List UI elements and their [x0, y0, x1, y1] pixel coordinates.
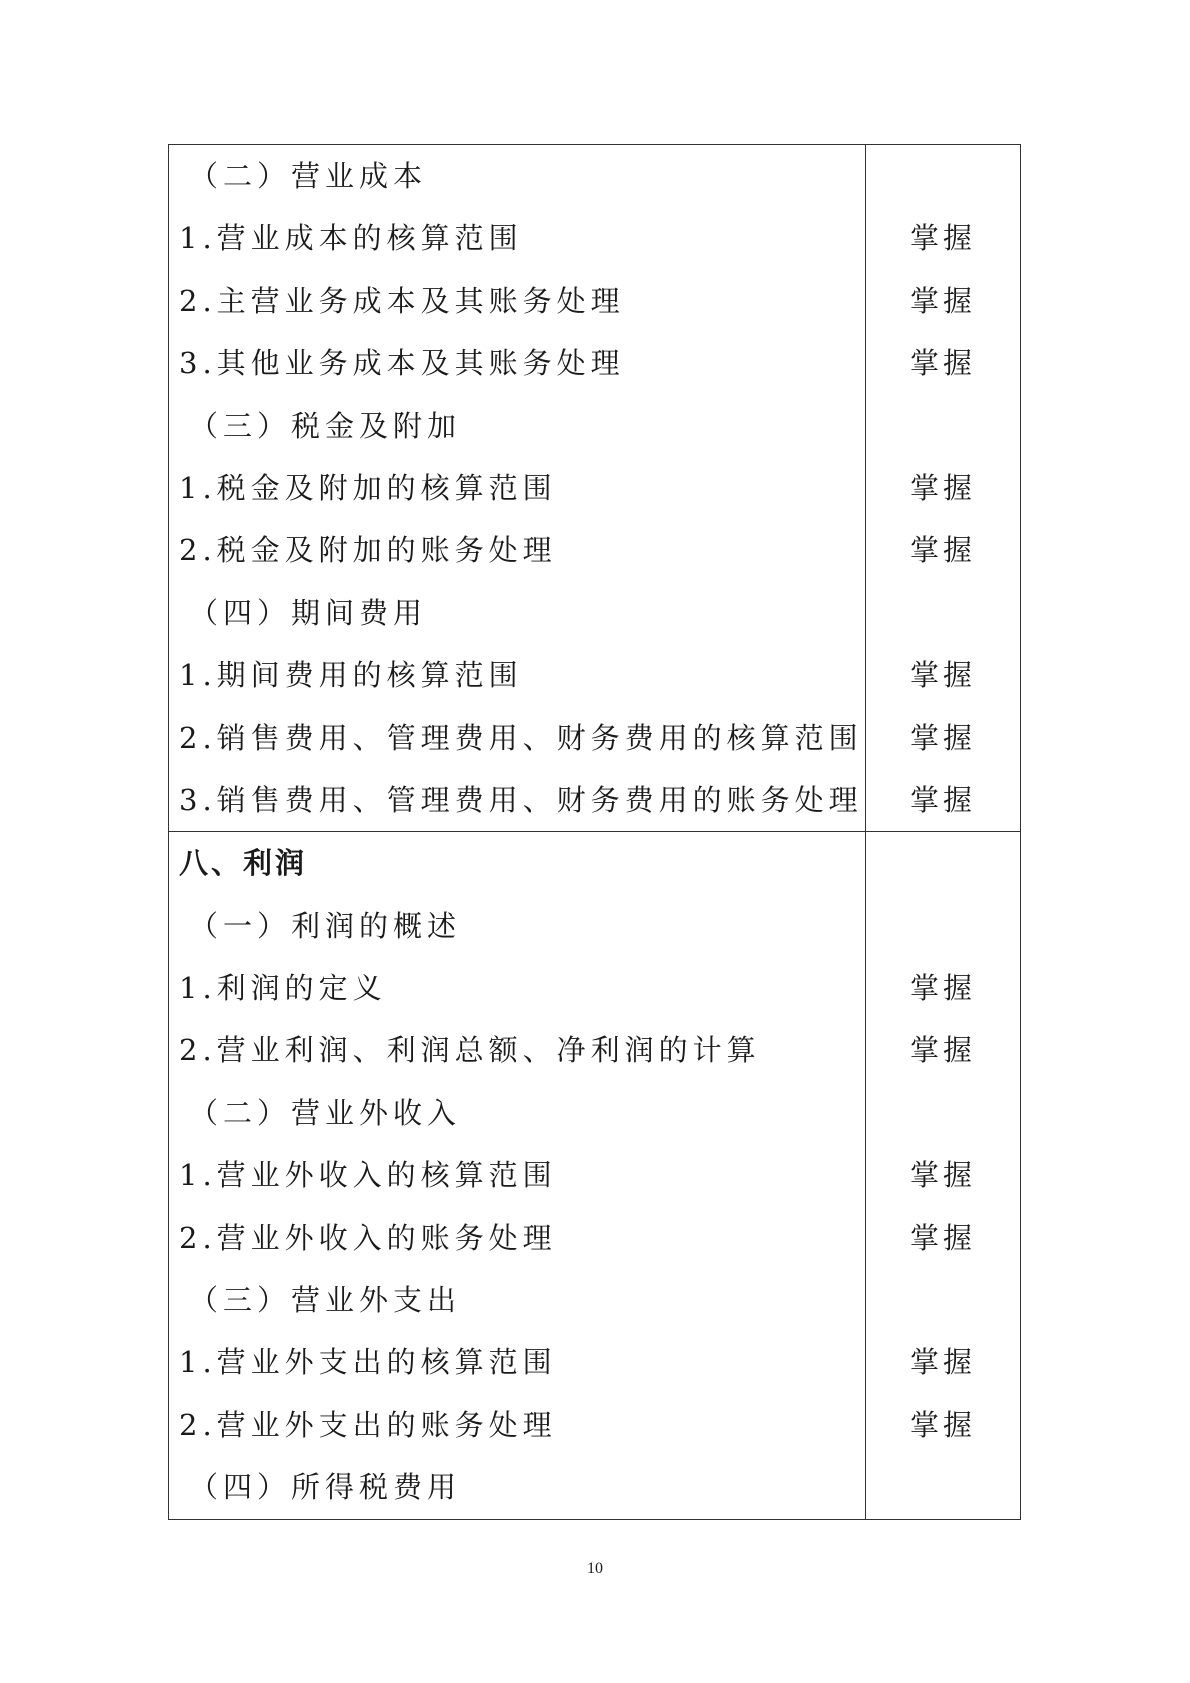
- requirement-level: [866, 1269, 1020, 1331]
- requirement-level: 掌握: [909, 1033, 976, 1068]
- requirement-level: 掌握: [909, 533, 976, 568]
- requirement-level: 掌握: [909, 1158, 976, 1193]
- topic-item: 2.税金及附加的账务处理: [179, 533, 557, 568]
- requirement-level: [866, 395, 1020, 457]
- topic-item: 2.营业外支出的账务处理: [179, 1407, 557, 1442]
- requirement-level: 掌握: [909, 782, 976, 817]
- topic-item: 1.利润的定义: [179, 971, 387, 1006]
- section-row: [169, 832, 1021, 1519]
- topic-item: 1.期间费用的核算范围: [179, 658, 523, 693]
- requirement-level: 掌握: [909, 1345, 976, 1380]
- syllabus-table: [168, 144, 1021, 1520]
- topic-item: 2.主营业务成本及其账务处理: [179, 283, 625, 318]
- content-cell: [169, 145, 866, 832]
- subsection-title: （二）营业成本: [189, 159, 428, 193]
- topic-item: 2.营业利润、利润总额、净利润的计算: [179, 1033, 761, 1068]
- requirement-level: 掌握: [909, 283, 976, 318]
- topic-item: 1.营业外支出的核算范围: [179, 1345, 557, 1380]
- section-row: [169, 145, 1021, 832]
- requirement-cell: [865, 832, 1020, 1519]
- requirement-cell: [865, 145, 1020, 832]
- requirement-level: 掌握: [909, 346, 976, 381]
- topic-item: 3.销售费用、管理费用、财务费用的账务处理: [179, 782, 863, 817]
- page-number: 10: [587, 1560, 603, 1577]
- subsection-title: （二）营业外收入: [189, 1095, 462, 1130]
- topic-item: 1.税金及附加的核算范围: [179, 470, 557, 505]
- requirement-level: [866, 1082, 1020, 1144]
- requirement-level: [866, 832, 1020, 894]
- requirement-level: [866, 582, 1020, 644]
- requirement-level: 掌握: [909, 720, 976, 755]
- subsection-title: （四）所得税费用: [189, 1470, 462, 1505]
- subsection-title: （一）利润的概述: [189, 908, 462, 943]
- requirement-level: 掌握: [909, 470, 976, 505]
- subsection-title: （四）期间费用: [189, 595, 428, 630]
- requirement-level: 掌握: [909, 971, 976, 1006]
- topic-item: 2.销售费用、管理费用、财务费用的核算范围: [179, 720, 863, 755]
- topic-item: 2.营业外收入的账务处理: [179, 1220, 557, 1255]
- subsection-title: （三）营业外支出: [189, 1283, 462, 1318]
- requirement-level: 掌握: [909, 658, 976, 693]
- topic-item: 3.其他业务成本及其账务处理: [179, 346, 625, 381]
- subsection-title: （三）税金及附加: [189, 408, 462, 443]
- requirement-level: 掌握: [909, 1407, 976, 1442]
- requirement-level: 掌握: [909, 1220, 976, 1255]
- chapter-heading: 八、利润: [179, 846, 308, 881]
- syllabus-table-body: [169, 145, 1021, 1520]
- topic-item: 1.营业成本的核算范围: [179, 221, 523, 256]
- requirement-level: 掌握: [909, 221, 976, 256]
- content-cell: [169, 832, 866, 1519]
- topic-item: 1.营业外收入的核算范围: [179, 1158, 557, 1193]
- requirement-level: [866, 1456, 1020, 1518]
- requirement-level: [866, 895, 1020, 957]
- requirement-level: [866, 145, 1020, 207]
